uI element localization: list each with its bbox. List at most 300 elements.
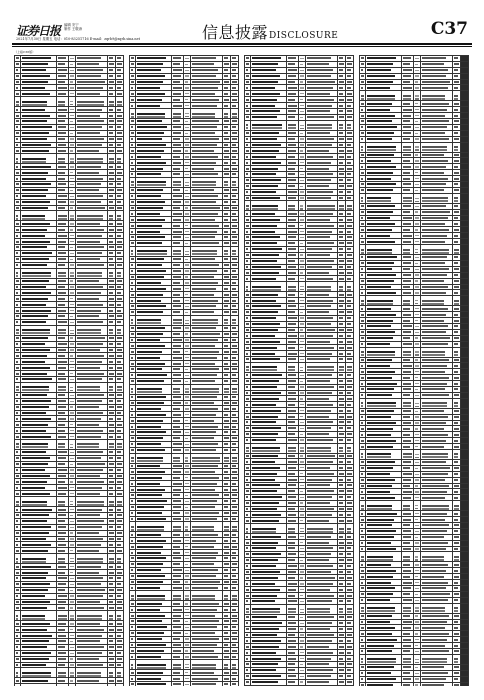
table-cell-name <box>21 439 57 449</box>
disclosure-table-2 <box>129 55 239 686</box>
table-cell-desc <box>191 246 223 256</box>
text-placeholder-bar <box>192 494 219 496</box>
table-cell-code <box>171 315 183 325</box>
text-placeholder-bar <box>232 581 237 583</box>
text-placeholder-bar <box>339 559 344 561</box>
table-cell-typ <box>184 522 191 532</box>
text-placeholder-bar <box>109 493 113 495</box>
text-placeholder-bar <box>347 514 351 516</box>
text-placeholder-bar <box>109 178 114 180</box>
text-placeholder-bar <box>117 258 122 260</box>
text-placeholder-bar <box>224 437 229 439</box>
text-placeholder-bar <box>339 421 344 423</box>
newspaper-logo: 证券日报 <box>16 24 61 38</box>
text-placeholder-bar <box>131 75 134 77</box>
text-placeholder-bar <box>224 380 228 382</box>
text-placeholder-bar <box>300 560 303 561</box>
text-placeholder-bar <box>300 329 303 330</box>
text-placeholder-bar <box>173 431 181 433</box>
text-placeholder-bar <box>307 583 332 585</box>
text-placeholder-bar <box>307 75 331 77</box>
text-placeholder-bar <box>288 69 297 71</box>
text-placeholder-bar <box>192 512 219 514</box>
text-placeholder-bar <box>307 156 333 158</box>
text-placeholder-bar <box>22 101 47 103</box>
text-placeholder-bar <box>22 183 51 185</box>
text-placeholder-bar <box>347 138 352 140</box>
text-placeholder-bar <box>347 565 352 567</box>
text-placeholder-bar <box>347 260 352 262</box>
text-placeholder-bar <box>246 278 248 280</box>
text-placeholder-bar <box>22 509 52 511</box>
text-placeholder-bar <box>300 191 304 192</box>
text-placeholder-bar <box>58 629 65 631</box>
text-placeholder-bar <box>339 105 344 107</box>
text-placeholder-bar <box>307 404 333 406</box>
text-placeholder-bar <box>252 410 281 412</box>
table-cell-desc <box>191 682 223 686</box>
text-placeholder-bar <box>192 457 220 459</box>
text-placeholder-bar <box>173 374 182 376</box>
text-placeholder-bar <box>131 357 133 359</box>
text-placeholder-bar <box>117 646 122 648</box>
text-placeholder-bar <box>117 487 121 489</box>
text-placeholder-bar <box>137 231 160 233</box>
column-3 <box>244 50 354 686</box>
text-placeholder-bar <box>232 225 237 227</box>
text-placeholder-bar <box>22 566 51 568</box>
text-placeholder-bar <box>131 264 133 266</box>
text-placeholder-bar <box>300 467 304 468</box>
text-placeholder-bar <box>339 589 343 591</box>
text-placeholder-bar <box>58 315 66 317</box>
text-placeholder-bar <box>109 69 114 71</box>
text-placeholder-bar <box>347 156 352 158</box>
table-cell-code <box>56 668 68 678</box>
text-placeholder-bar <box>16 138 18 140</box>
text-placeholder-bar <box>77 629 104 631</box>
text-placeholder-bar <box>232 477 237 479</box>
text-placeholder-bar <box>131 63 134 65</box>
text-placeholder-bar <box>300 473 303 474</box>
text-placeholder-bar <box>192 120 219 122</box>
text-placeholder-bar <box>185 388 189 389</box>
text-placeholder-bar <box>192 420 214 422</box>
text-placeholder-bar <box>117 126 121 128</box>
text-placeholder-bar <box>224 250 228 252</box>
text-placeholder-bar <box>339 577 344 579</box>
text-placeholder-bar <box>185 558 189 559</box>
text-placeholder-bar <box>77 241 100 243</box>
text-placeholder-bar <box>339 447 343 449</box>
text-placeholder-bar <box>288 589 296 591</box>
table-cell-v2 <box>115 382 123 392</box>
text-placeholder-bar <box>137 138 162 140</box>
text-placeholder-bar <box>246 162 248 164</box>
text-placeholder-bar <box>300 174 304 175</box>
text-placeholder-bar <box>224 431 228 433</box>
text-placeholder-bar <box>192 351 219 353</box>
text-placeholder-bar <box>246 99 249 101</box>
text-placeholder-bar <box>137 546 163 548</box>
text-placeholder-bar <box>70 481 73 482</box>
text-placeholder-bar <box>288 191 297 193</box>
text-placeholder-bar <box>224 388 229 390</box>
text-placeholder-bar <box>58 166 66 168</box>
text-placeholder-bar <box>300 577 303 578</box>
text-placeholder-bar <box>58 635 67 637</box>
text-placeholder-bar <box>307 311 329 313</box>
editor-line: 编辑 安宁 <box>64 23 79 27</box>
table-cell-typ <box>184 109 191 119</box>
text-placeholder-bar <box>117 607 122 609</box>
text-placeholder-bar <box>339 542 344 544</box>
text-placeholder-bar <box>16 337 19 339</box>
text-placeholder-bar <box>246 272 249 274</box>
text-placeholder-bar <box>347 81 352 83</box>
text-placeholder-bar <box>339 110 343 112</box>
text-placeholder-bar <box>288 398 296 400</box>
text-placeholder-bar <box>232 156 237 158</box>
text-placeholder-bar <box>58 443 66 445</box>
table-cell-v1 <box>107 382 115 392</box>
text-placeholder-bar <box>192 288 216 290</box>
text-placeholder-bar <box>137 156 161 158</box>
text-placeholder-bar <box>137 345 165 347</box>
text-placeholder-bar <box>137 380 164 382</box>
table-row <box>15 684 124 686</box>
text-placeholder-bar <box>185 70 189 71</box>
text-placeholder-bar <box>224 644 228 646</box>
text-placeholder-bar <box>22 629 47 631</box>
text-placeholder-bar <box>307 116 334 118</box>
text-placeholder-bar <box>173 276 181 278</box>
table-cell-v2 <box>115 554 123 564</box>
text-placeholder-bar <box>192 426 218 428</box>
text-placeholder-bar <box>339 205 344 207</box>
text-placeholder-bar <box>137 465 160 467</box>
text-placeholder-bar <box>252 589 280 591</box>
table-cell-name <box>136 453 172 463</box>
text-placeholder-bar <box>173 402 181 404</box>
text-placeholder-bar <box>109 658 114 660</box>
text-placeholder-bar <box>224 457 229 459</box>
text-placeholder-bar <box>22 463 48 465</box>
text-placeholder-bar <box>173 242 180 244</box>
text-placeholder-bar <box>77 443 99 445</box>
text-placeholder-bar <box>70 178 74 179</box>
table-row <box>15 611 124 621</box>
text-placeholder-bar <box>22 373 47 375</box>
text-placeholder-bar <box>131 408 133 410</box>
table-cell-typ <box>299 282 306 292</box>
table-cell-code <box>56 268 68 278</box>
text-placeholder-bar <box>109 487 114 489</box>
text-placeholder-bar <box>307 536 331 538</box>
text-placeholder-bar <box>137 207 163 209</box>
text-placeholder-bar <box>109 680 114 682</box>
text-placeholder-bar <box>347 144 351 146</box>
text-placeholder-bar <box>252 156 276 158</box>
text-placeholder-bar <box>58 367 66 369</box>
text-placeholder-bar <box>117 246 122 248</box>
text-placeholder-bar <box>339 461 344 463</box>
text-placeholder-bar <box>70 93 74 94</box>
text-placeholder-bar <box>347 69 352 71</box>
text-placeholder-bar <box>117 443 122 445</box>
text-placeholder-bar <box>173 534 180 536</box>
table-row <box>245 282 354 292</box>
text-placeholder-bar <box>192 626 217 628</box>
text-placeholder-bar <box>77 615 102 617</box>
text-placeholder-bar <box>58 601 66 603</box>
text-placeholder-bar <box>252 197 280 199</box>
text-placeholder-bar <box>307 455 335 457</box>
text-placeholder-bar <box>339 124 343 126</box>
text-placeholder-bar <box>117 595 121 597</box>
text-placeholder-bar <box>22 607 47 609</box>
text-placeholder-bar <box>58 75 66 77</box>
text-placeholder-bar <box>252 358 279 360</box>
text-placeholder-bar <box>131 575 134 577</box>
text-placeholder-bar <box>77 315 99 317</box>
text-placeholder-bar <box>58 572 66 574</box>
text-placeholder-bar <box>70 172 73 173</box>
text-placeholder-bar <box>339 248 343 250</box>
text-placeholder-bar <box>131 489 134 491</box>
text-placeholder-bar <box>339 162 343 164</box>
table-cell-typ <box>184 453 191 463</box>
text-placeholder-bar <box>109 315 114 317</box>
text-placeholder-bar <box>300 81 303 82</box>
text-placeholder-bar <box>109 640 113 642</box>
text-placeholder-bar <box>137 581 163 583</box>
text-placeholder-bar <box>185 414 189 415</box>
text-placeholder-bar <box>70 493 74 494</box>
text-placeholder-bar <box>173 126 182 128</box>
text-placeholder-bar <box>185 627 189 628</box>
text-placeholder-bar <box>22 355 47 357</box>
text-placeholder-bar <box>117 81 122 83</box>
text-placeholder-bar <box>117 252 121 254</box>
table-cell-code <box>286 524 298 534</box>
text-placeholder-bar <box>117 361 121 363</box>
text-placeholder-bar <box>137 443 161 445</box>
text-placeholder-bar <box>288 386 295 388</box>
text-placeholder-bar <box>185 105 189 106</box>
text-placeholder-bar <box>339 374 343 376</box>
text-placeholder-bar <box>288 508 295 510</box>
text-placeholder-bar <box>288 392 297 394</box>
text-placeholder-bar <box>288 311 296 313</box>
text-placeholder-bar <box>224 595 228 597</box>
text-placeholder-bar <box>173 518 182 520</box>
text-placeholder-bar <box>117 652 121 654</box>
text-placeholder-bar <box>347 427 351 429</box>
text-placeholder-bar <box>185 113 189 114</box>
text-placeholder-bar <box>192 620 219 622</box>
text-placeholder-bar <box>117 150 122 152</box>
table-cell-v1 <box>337 524 345 534</box>
text-placeholder-bar <box>117 337 122 339</box>
text-placeholder-bar <box>109 126 113 128</box>
text-placeholder-bar <box>192 219 215 221</box>
text-placeholder-bar <box>300 138 304 139</box>
text-placeholder-bar <box>224 626 228 628</box>
text-placeholder-bar <box>288 341 296 343</box>
table-cell-name <box>251 443 287 453</box>
text-placeholder-bar <box>339 69 344 71</box>
table-cell-name <box>251 282 287 292</box>
text-placeholder-bar <box>109 201 113 203</box>
text-placeholder-bar <box>77 538 103 540</box>
text-placeholder-bar <box>252 81 278 83</box>
text-placeholder-bar <box>185 333 188 334</box>
text-placeholder-bar <box>347 185 352 187</box>
text-placeholder-bar <box>185 678 189 679</box>
text-placeholder-bar <box>173 644 182 646</box>
text-placeholder-bar <box>58 418 66 420</box>
text-placeholder-bar <box>339 439 344 441</box>
text-placeholder-bar <box>288 616 295 618</box>
text-placeholder-bar <box>16 532 19 534</box>
text-placeholder-bar <box>252 278 276 280</box>
text-placeholder-bar <box>232 540 236 542</box>
table-cell-code <box>171 660 183 670</box>
text-placeholder-bar <box>232 189 237 191</box>
table-cell-name <box>21 97 57 107</box>
text-placeholder-bar <box>117 69 122 71</box>
text-placeholder-bar <box>131 581 134 583</box>
text-placeholder-bar <box>16 166 18 168</box>
text-placeholder-bar <box>347 272 352 274</box>
table-row <box>245 524 354 534</box>
text-placeholder-bar <box>16 144 18 146</box>
text-placeholder-bar <box>185 457 188 458</box>
text-placeholder-bar <box>185 449 189 450</box>
table-cell-v1 <box>107 268 115 278</box>
column-1 <box>14 50 124 686</box>
text-placeholder-bar <box>300 300 304 301</box>
table-row <box>130 522 239 532</box>
text-placeholder-bar <box>307 236 330 238</box>
text-placeholder-bar <box>300 617 303 618</box>
text-placeholder-bar <box>288 622 297 624</box>
text-placeholder-bar <box>70 436 74 437</box>
text-placeholder-bar <box>307 305 331 307</box>
text-placeholder-bar <box>224 357 229 359</box>
text-placeholder-bar <box>16 120 19 122</box>
text-placeholder-bar <box>252 622 282 624</box>
text-placeholder-bar <box>192 414 216 416</box>
text-placeholder-bar <box>109 672 113 674</box>
text-placeholder-bar <box>232 99 237 101</box>
text-placeholder-bar <box>16 601 19 603</box>
text-placeholder-bar <box>300 213 304 214</box>
text-placeholder-bar <box>339 231 344 233</box>
text-placeholder-bar <box>192 552 218 554</box>
text-placeholder-bar <box>58 215 67 217</box>
text-placeholder-bar <box>109 635 113 637</box>
text-placeholder-bar <box>77 400 102 402</box>
table-cell-desc <box>76 611 108 621</box>
text-placeholder-bar <box>173 465 182 467</box>
text-placeholder-bar <box>22 63 48 65</box>
text-placeholder-bar <box>173 552 180 554</box>
text-placeholder-bar <box>246 132 249 134</box>
text-placeholder-bar <box>109 215 114 217</box>
text-placeholder-bar <box>58 412 65 414</box>
text-placeholder-bar <box>288 81 295 83</box>
text-placeholder-bar <box>77 75 101 77</box>
text-placeholder-bar <box>77 158 103 160</box>
text-placeholder-bar <box>224 546 229 548</box>
text-placeholder-bar <box>131 512 133 514</box>
text-placeholder-bar <box>300 601 304 602</box>
text-placeholder-bar <box>137 471 165 473</box>
text-placeholder-bar <box>77 493 100 495</box>
text-placeholder-bar <box>77 343 102 345</box>
text-placeholder-bar <box>347 116 352 118</box>
text-placeholder-bar <box>58 120 65 122</box>
table-cell-v2 <box>230 453 238 463</box>
text-placeholder-bar <box>307 168 329 170</box>
text-placeholder-bar <box>288 461 297 463</box>
text-placeholder-bar <box>77 349 100 351</box>
text-placeholder-bar <box>252 577 278 579</box>
text-placeholder-bar <box>185 432 189 433</box>
text-placeholder-bar <box>58 252 67 254</box>
text-placeholder-bar <box>224 63 229 65</box>
text-placeholder-bar <box>77 229 104 231</box>
text-placeholder-bar <box>339 323 343 325</box>
text-placeholder-bar <box>22 337 48 339</box>
text-placeholder-bar <box>109 526 113 528</box>
text-placeholder-bar <box>307 248 332 250</box>
text-placeholder-bar <box>300 359 304 360</box>
text-placeholder-bar <box>252 185 278 187</box>
text-placeholder-bar <box>77 436 101 438</box>
text-placeholder-bar <box>22 378 52 380</box>
text-placeholder-bar <box>232 270 236 272</box>
text-placeholder-bar <box>137 150 164 152</box>
text-placeholder-bar <box>131 162 133 164</box>
text-placeholder-bar <box>16 629 19 631</box>
table-cell-name <box>136 660 172 670</box>
text-placeholder-bar <box>117 436 121 438</box>
text-placeholder-bar <box>192 132 215 134</box>
text-placeholder-bar <box>77 601 100 603</box>
text-placeholder-bar <box>288 600 297 602</box>
text-placeholder-bar <box>109 258 113 260</box>
text-placeholder-bar <box>307 254 330 256</box>
text-placeholder-bar <box>252 341 280 343</box>
text-placeholder-bar <box>70 401 74 402</box>
text-placeholder-bar <box>70 635 74 636</box>
text-placeholder-bar <box>22 57 51 59</box>
text-placeholder-bar <box>339 536 343 538</box>
table-cell-name <box>136 315 172 325</box>
text-placeholder-bar <box>192 489 215 491</box>
text-placeholder-bar <box>224 512 229 514</box>
text-placeholder-bar <box>16 451 18 453</box>
text-placeholder-bar <box>137 195 161 197</box>
text-placeholder-bar <box>70 207 73 208</box>
text-placeholder-bar <box>77 457 101 459</box>
text-placeholder-bar <box>109 509 113 511</box>
text-placeholder-bar <box>224 300 229 302</box>
text-placeholder-bar <box>288 248 297 250</box>
